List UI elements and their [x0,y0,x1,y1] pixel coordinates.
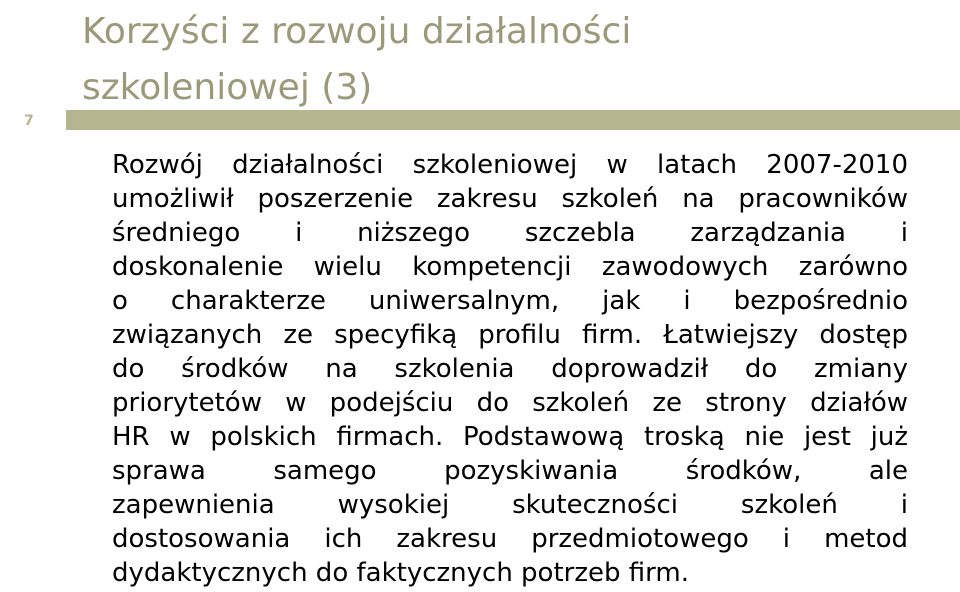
body-line: dydaktycznych do faktycznych potrzeb firm. [112,558,689,588]
slide-title [82,4,942,116]
body-line: doskonalenie wielu kompetencji zawodowych zarówno [112,252,908,282]
body-line: priorytetów w podejściu do szkoleń ze strony działów [112,388,908,418]
body-line: sprawa samego pozyskiwania środków, ale [112,456,908,486]
body-line: HR w polskich firmach. Podstawową troską nie jest już [112,422,908,452]
body-line: do środków na szkolenia doprowadził do zmiany [112,354,908,384]
slide-title-line: szkoleniowej (3) [82,67,373,108]
slide-title-line: Korzyści z rozwoju działalności [82,11,632,52]
body-line: dostosowania ich zakresu przedmiotowego i metod [112,524,908,554]
body-line: Rozwój działalności szkoleniowej w latach 2007-2010 [112,150,908,180]
slide-number: 7 [24,113,34,129]
body-line: średniego i niższego szczebla zarządzania i [112,218,908,248]
body-line: związanych ze specyfiką profilu firm. Łatwiejszy dostęp [112,320,908,350]
slide-body-paragraph [112,148,908,590]
title-underline-band [66,110,960,130]
body-line: o charakterze uniwersalnym, jak i bezpośrednio [112,286,908,316]
body-line: zapewnienia wysokiej skuteczności szkoleń i [112,490,908,520]
body-line: umożliwił poszerzenie zakresu szkoleń na pracowników [112,184,908,214]
